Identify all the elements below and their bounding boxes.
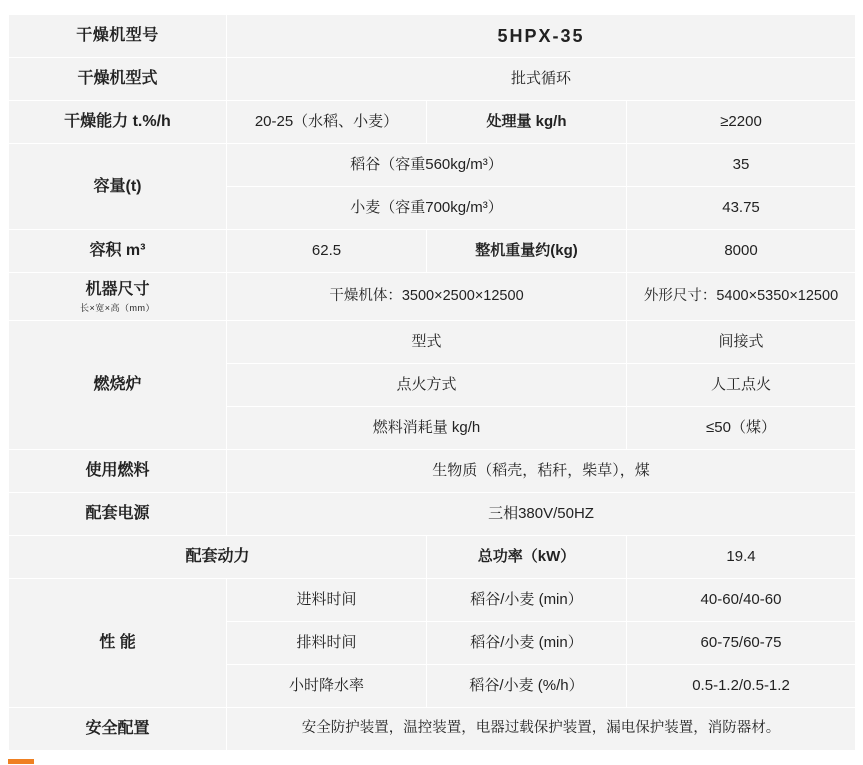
furnace-type-value: 间接式 xyxy=(627,320,856,363)
throughput-value: ≥2200 xyxy=(627,101,856,144)
table-row-volume-rice xyxy=(9,144,856,187)
type-label: 干燥机型式 xyxy=(9,58,227,101)
accent-bar xyxy=(8,759,34,764)
machine-size-body-value: 干燥机体：3500×2500×12500 xyxy=(227,273,627,321)
dryer-specification-table xyxy=(8,14,856,751)
volume-wheat-value: 43.75 xyxy=(627,187,856,230)
hourly-rate-unit: 稻谷/小麦 (%/h） xyxy=(427,664,627,707)
table-row-power-set xyxy=(9,535,856,578)
discharge-time-label: 排料时间 xyxy=(227,621,427,664)
furnace-type-label: 型式 xyxy=(227,320,627,363)
feed-time-unit: 稻谷/小麦 (min） xyxy=(427,578,627,621)
table-row-feed-time xyxy=(9,578,856,621)
total-power-value: 19.4 xyxy=(627,535,856,578)
total-power-label: 总功率（kW） xyxy=(427,535,627,578)
feed-time-label: 进料时间 xyxy=(227,578,427,621)
power-supply-value: 三相380V/50HZ xyxy=(227,492,856,535)
table-row-fuel-used xyxy=(9,449,856,492)
hourly-rate-value: 0.5-1.2/0.5-1.2 xyxy=(627,664,856,707)
ignition-value: 人工点火 xyxy=(627,363,856,406)
type-value: 批式循环 xyxy=(227,58,856,101)
power-set-label: 配套动力 xyxy=(9,535,427,578)
table-row-machine-size xyxy=(9,273,856,321)
machine-weight-value: 8000 xyxy=(627,230,856,273)
machine-size-outline-value: 外形尺寸：5400×5350×12500 xyxy=(627,273,856,321)
furnace-label: 燃烧炉 xyxy=(9,320,227,449)
safety-value: 安全防护装置，温控装置，电器过载保护装置，漏电保护装置，消防器材。 xyxy=(227,707,856,750)
safety-label: 安全配置 xyxy=(9,707,227,750)
throughput-label: 处理量 kg/h xyxy=(427,101,627,144)
performance-label: 性 能 xyxy=(9,578,227,707)
ignition-label: 点火方式 xyxy=(227,363,627,406)
hourly-rate-label: 小时降水率 xyxy=(227,664,427,707)
volume-t-label: 容量(t) xyxy=(9,144,227,230)
model-label: 干燥机型号 xyxy=(9,15,227,58)
machine-size-label xyxy=(9,273,227,321)
discharge-time-value: 60-75/60-75 xyxy=(627,621,856,664)
table-row-power-supply xyxy=(9,492,856,535)
table-row-safety xyxy=(9,707,856,750)
table-row-type xyxy=(9,58,856,101)
power-supply-label: 配套电源 xyxy=(9,492,227,535)
fuel-consumption-value: ≤50（煤） xyxy=(627,406,856,449)
table-row-capacity-rate xyxy=(9,101,856,144)
volume-m3-label: 容积 m³ xyxy=(9,230,227,273)
machine-size-label-sub: 长×宽×高（mm） xyxy=(79,302,155,313)
discharge-time-unit: 稻谷/小麦 (min） xyxy=(427,621,627,664)
capacity-rate-value: 20-25（水稻、小麦） xyxy=(227,101,427,144)
volume-rice-value: 35 xyxy=(627,144,856,187)
footer-accent-mark xyxy=(8,759,855,765)
machine-weight-label: 整机重量约(kg) xyxy=(427,230,627,273)
volume-rice-label: 稻谷（容重560kg/m³） xyxy=(227,144,627,187)
machine-size-label-main: 机器尺寸 xyxy=(85,281,150,298)
table-row-furnace-type xyxy=(9,320,856,363)
volume-m3-value: 62.5 xyxy=(227,230,427,273)
model-value: 5HPX-35 xyxy=(227,15,856,58)
fuel-used-value: 生物质（稻壳，秸秆，柴草），煤 xyxy=(227,449,856,492)
fuel-consumption-label: 燃料消耗量 kg/h xyxy=(227,406,627,449)
volume-wheat-label: 小麦（容重700kg/m³） xyxy=(227,187,627,230)
capacity-rate-label: 干燥能力 t.%/h xyxy=(9,101,227,144)
table-row-volume-m3 xyxy=(9,230,856,273)
fuel-used-label: 使用燃料 xyxy=(9,449,227,492)
table-row-model xyxy=(9,15,856,58)
feed-time-value: 40-60/40-60 xyxy=(627,578,856,621)
